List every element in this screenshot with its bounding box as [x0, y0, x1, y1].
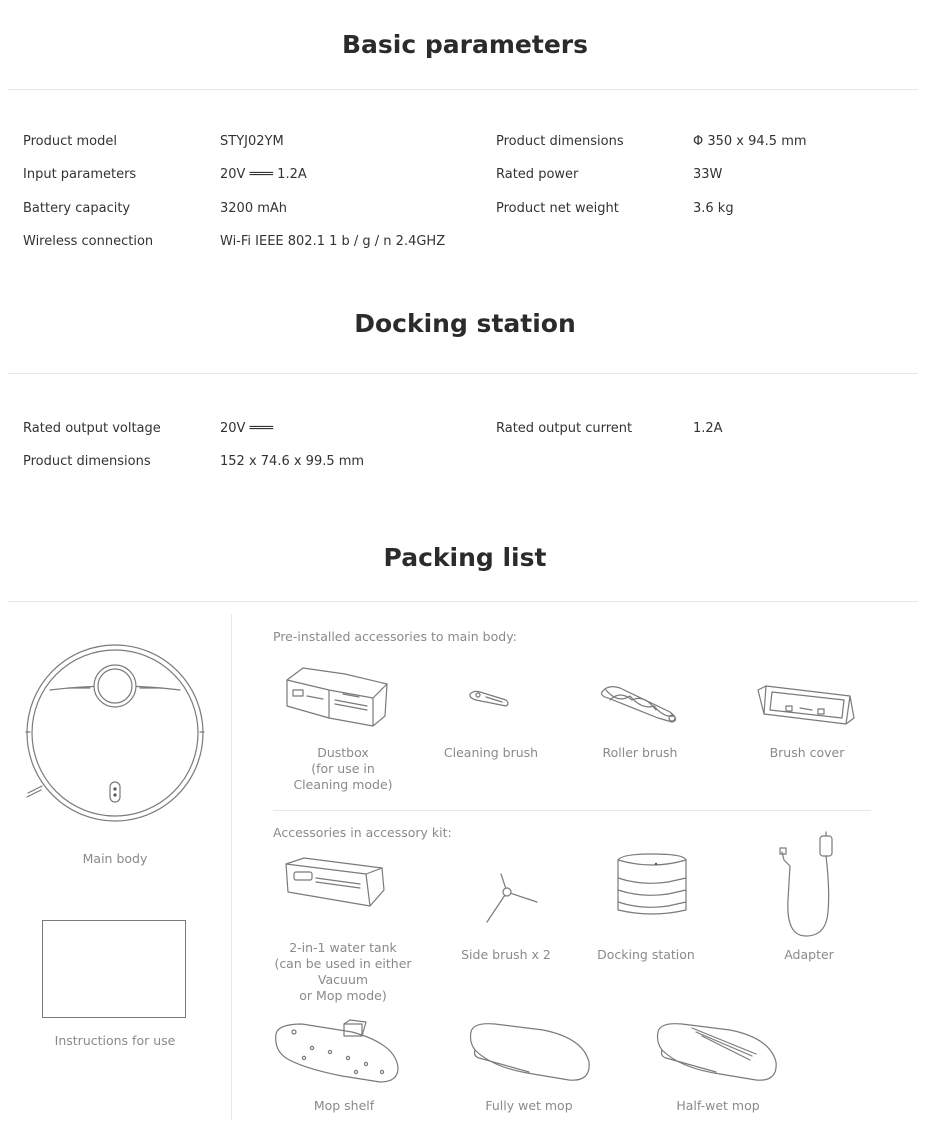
param-value: 20V ═══ — [220, 421, 274, 436]
param-value: Wi-Fi IEEE 802.1 1 b / g / n 2.4GHZ — [220, 234, 446, 249]
half-wet-mop-icon — [652, 1018, 780, 1086]
adapter-caption: Adapter — [784, 947, 834, 962]
instructions-booklet-icon — [42, 920, 186, 1018]
param-value: 3200 mAh — [220, 201, 288, 216]
param-value: 20V ═══ 1.2A — [220, 167, 307, 182]
roller-brush-caption: Roller brush — [602, 745, 678, 760]
roller-brush-icon — [598, 680, 682, 726]
param-value: 152 x 74.6 x 99.5 mm — [220, 454, 365, 469]
param-value: STYJ02YM — [220, 134, 284, 149]
fully-wet-mop-icon — [465, 1018, 593, 1086]
side-brush-caption: Side brush x 2 — [461, 947, 551, 962]
mop-shelf-icon — [272, 1020, 402, 1086]
kit-title: Accessories in accessory kit: — [273, 825, 452, 840]
column-divider — [231, 614, 232, 1120]
param-label: Rated output voltage — [23, 421, 161, 436]
fully-wet-mop-caption: Fully wet mop — [485, 1098, 573, 1113]
docking-station-icon — [612, 852, 690, 922]
param-label: Battery capacity — [23, 201, 131, 216]
cleaning-brush-caption: Cleaning brush — [443, 745, 539, 760]
instructions-caption: Instructions for use — [54, 1033, 176, 1048]
preinstalled-title: Pre-installed accessories to main body: — [273, 629, 517, 644]
divider — [273, 810, 871, 811]
param-label: Rated output current — [496, 421, 633, 436]
basic-parameters-heading: Basic parameters — [342, 30, 588, 59]
param-label: Rated power — [496, 167, 579, 182]
dustbox-icon — [283, 666, 393, 732]
param-label: Input parameters — [23, 167, 137, 182]
mop-shelf-caption: Mop shelf — [313, 1098, 375, 1113]
divider — [8, 601, 918, 602]
docking-station-caption: Docking station — [597, 947, 695, 962]
cleaning-brush-icon — [466, 686, 512, 710]
param-label: Product dimensions — [496, 134, 624, 149]
param-value: 1.2A — [693, 421, 723, 436]
param-label: Wireless connection — [23, 234, 154, 249]
docking-station-heading: Docking station — [354, 309, 576, 338]
param-label: Product net weight — [496, 201, 619, 216]
packing-list-heading: Packing list — [383, 543, 547, 572]
param-label: Product model — [23, 134, 117, 149]
param-value: Φ 350 x 94.5 mm — [693, 134, 807, 149]
side-brush-icon — [481, 870, 543, 926]
param-label: Product dimensions — [23, 454, 151, 469]
water-tank-icon — [282, 856, 388, 910]
divider — [8, 89, 918, 90]
adapter-icon — [778, 830, 838, 940]
robot-vacuum-icon — [24, 642, 208, 826]
param-value: 33W — [693, 167, 723, 182]
main-body-caption: Main body — [82, 851, 148, 866]
dustbox-caption: Dustbox (for use in Cleaning mode) — [293, 745, 393, 792]
brush-cover-caption: Brush cover — [769, 745, 845, 760]
water-tank-caption: 2-in-1 water tank (can be used in either Vacuum or Mop mode) — [274, 940, 412, 1003]
param-value: 3.6 kg — [693, 201, 734, 216]
half-wet-mop-caption: Half-wet mop — [676, 1098, 760, 1113]
divider — [8, 373, 918, 374]
brush-cover-icon — [754, 684, 856, 728]
